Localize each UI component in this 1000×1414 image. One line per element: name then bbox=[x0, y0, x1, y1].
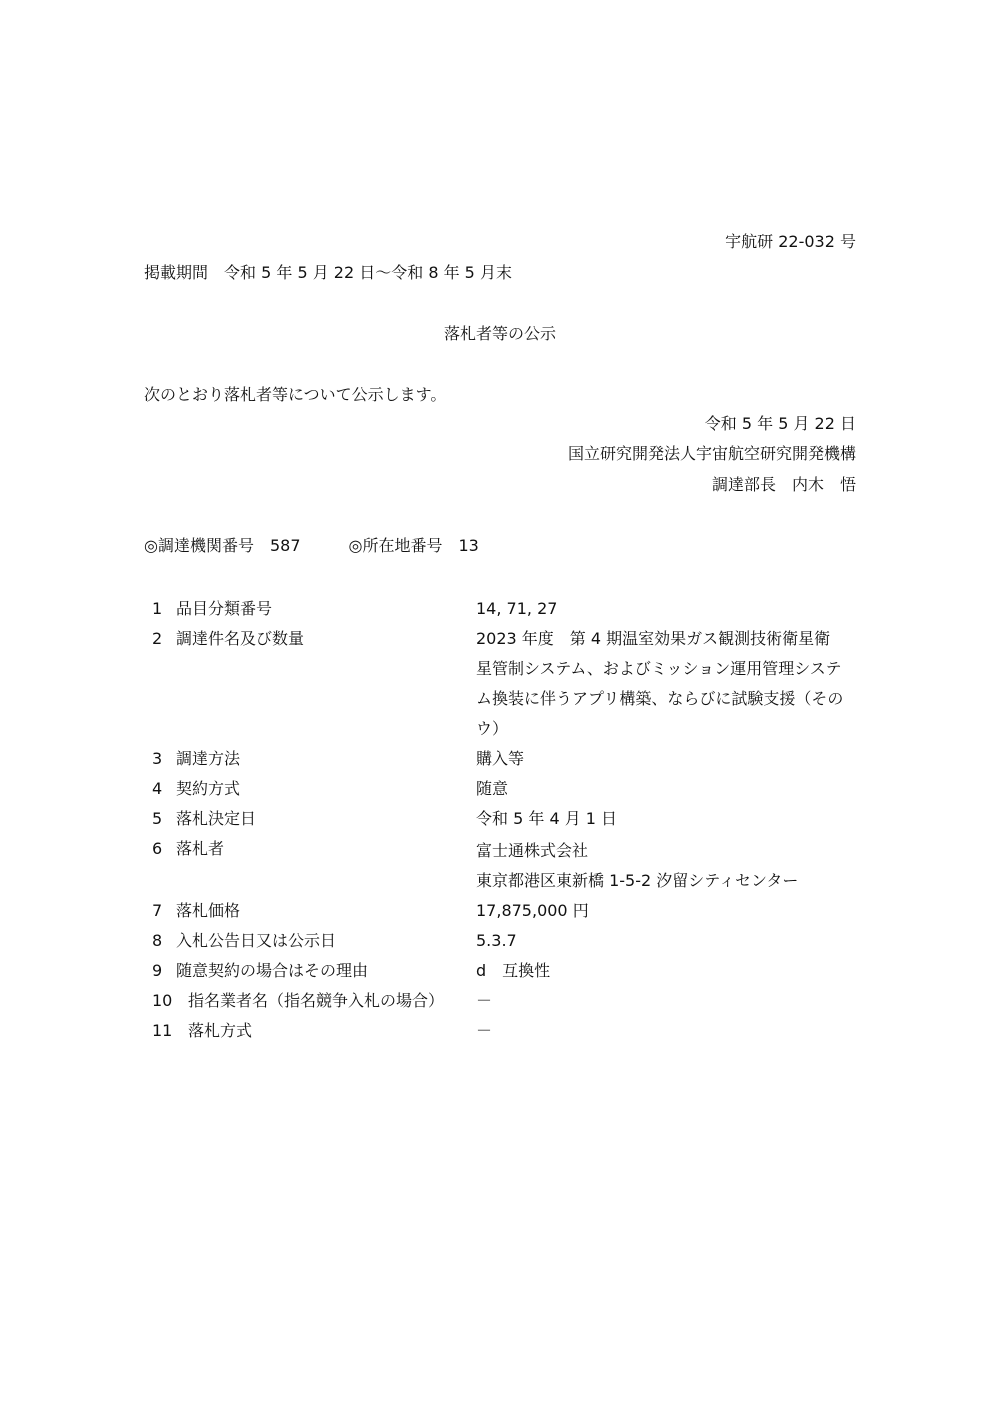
intro-text: 次のとおり落札者等について公示します。 bbox=[144, 385, 447, 404]
value-line: 2023 年度 第 4 期温室効果ガス観測技術衛星衛 bbox=[476, 629, 831, 648]
value-line: 令和 5 年 4 月 1 日 bbox=[476, 809, 618, 828]
item-value bbox=[476, 594, 866, 624]
item-label: 契約方式 bbox=[176, 779, 241, 798]
item-label: 調達件名及び数量 bbox=[176, 629, 305, 648]
item-number: 8 bbox=[152, 931, 163, 950]
value-line: ウ） bbox=[476, 719, 509, 738]
item-label: 落札価格 bbox=[176, 901, 241, 920]
item-value bbox=[476, 896, 866, 926]
value-line: ム換装に伴うアプリ構築、ならびに試験支援（その bbox=[476, 689, 844, 708]
item-value bbox=[476, 986, 866, 1016]
posting-period: 掲載期間 令和 5 年 5 月 22 日～令和 8 年 5 月末 bbox=[144, 263, 512, 282]
item-label: 落札決定日 bbox=[176, 809, 257, 828]
list-item bbox=[152, 834, 872, 896]
item-number: 11 bbox=[152, 1021, 173, 1040]
codes-line: ◎調達機関番号 587 ◎所在地番号 13 bbox=[144, 536, 479, 555]
document-number: 宇航研 22-032 号 bbox=[725, 232, 856, 251]
list-item bbox=[152, 1016, 872, 1046]
value-line: 星管制システム、およびミッション運用管理システ bbox=[476, 659, 842, 678]
value-line: 随意 bbox=[476, 779, 509, 798]
list-item bbox=[152, 624, 872, 744]
items-list bbox=[152, 594, 872, 1046]
item-number: 10 bbox=[152, 991, 173, 1010]
item-number: 2 bbox=[152, 629, 163, 648]
item-label: 指名業者名（指名競争入札の場合） bbox=[188, 991, 445, 1010]
item-value bbox=[476, 774, 866, 804]
list-item bbox=[152, 956, 872, 986]
list-item bbox=[152, 896, 872, 926]
organization-name: 国立研究開発法人宇宙航空研究開発機構 bbox=[567, 444, 856, 463]
item-number: 3 bbox=[152, 749, 163, 768]
value-line: 5.3.7 bbox=[476, 931, 517, 950]
value-line: － bbox=[476, 1021, 493, 1040]
list-item bbox=[152, 594, 872, 624]
item-label: 落札者 bbox=[176, 839, 225, 858]
list-item bbox=[152, 804, 872, 834]
value-line: 東京都港区東新橋 1-5-2 汐留シティセンター bbox=[476, 871, 799, 890]
item-value bbox=[476, 956, 866, 986]
item-value bbox=[476, 624, 866, 744]
list-item bbox=[152, 744, 872, 774]
list-item bbox=[152, 774, 872, 804]
item-label: 品目分類番号 bbox=[176, 599, 273, 618]
item-number: 4 bbox=[152, 779, 163, 798]
item-number: 6 bbox=[152, 839, 163, 858]
item-value bbox=[476, 1016, 866, 1046]
item-label: 調達方法 bbox=[176, 749, 241, 768]
value-line: d 互換性 bbox=[476, 961, 551, 980]
value-line: 14, 71, 27 bbox=[476, 599, 558, 618]
item-number: 1 bbox=[152, 599, 163, 618]
item-label: 落札方式 bbox=[188, 1021, 253, 1040]
value-line: 富士通株式会社 bbox=[476, 841, 589, 860]
list-item bbox=[152, 986, 872, 1016]
document-title: 落札者等の公示 bbox=[443, 324, 556, 343]
notice-date: 令和 5 年 5 月 22 日 bbox=[704, 414, 856, 433]
value-line: 17,875,000 円 bbox=[476, 901, 589, 920]
item-label: 随意契約の場合はその理由 bbox=[176, 961, 369, 980]
item-value bbox=[476, 744, 866, 774]
item-label: 入札公告日又は公示日 bbox=[176, 931, 337, 950]
item-number: 7 bbox=[152, 901, 163, 920]
item-value bbox=[476, 836, 866, 896]
value-line: － bbox=[476, 991, 493, 1010]
value-line: 購入等 bbox=[476, 749, 525, 768]
item-number: 9 bbox=[152, 961, 163, 980]
item-number: 5 bbox=[152, 809, 163, 828]
official-name: 調達部長 内木 悟 bbox=[711, 475, 856, 494]
list-item bbox=[152, 926, 872, 956]
item-value bbox=[476, 804, 866, 834]
item-value bbox=[476, 926, 866, 956]
